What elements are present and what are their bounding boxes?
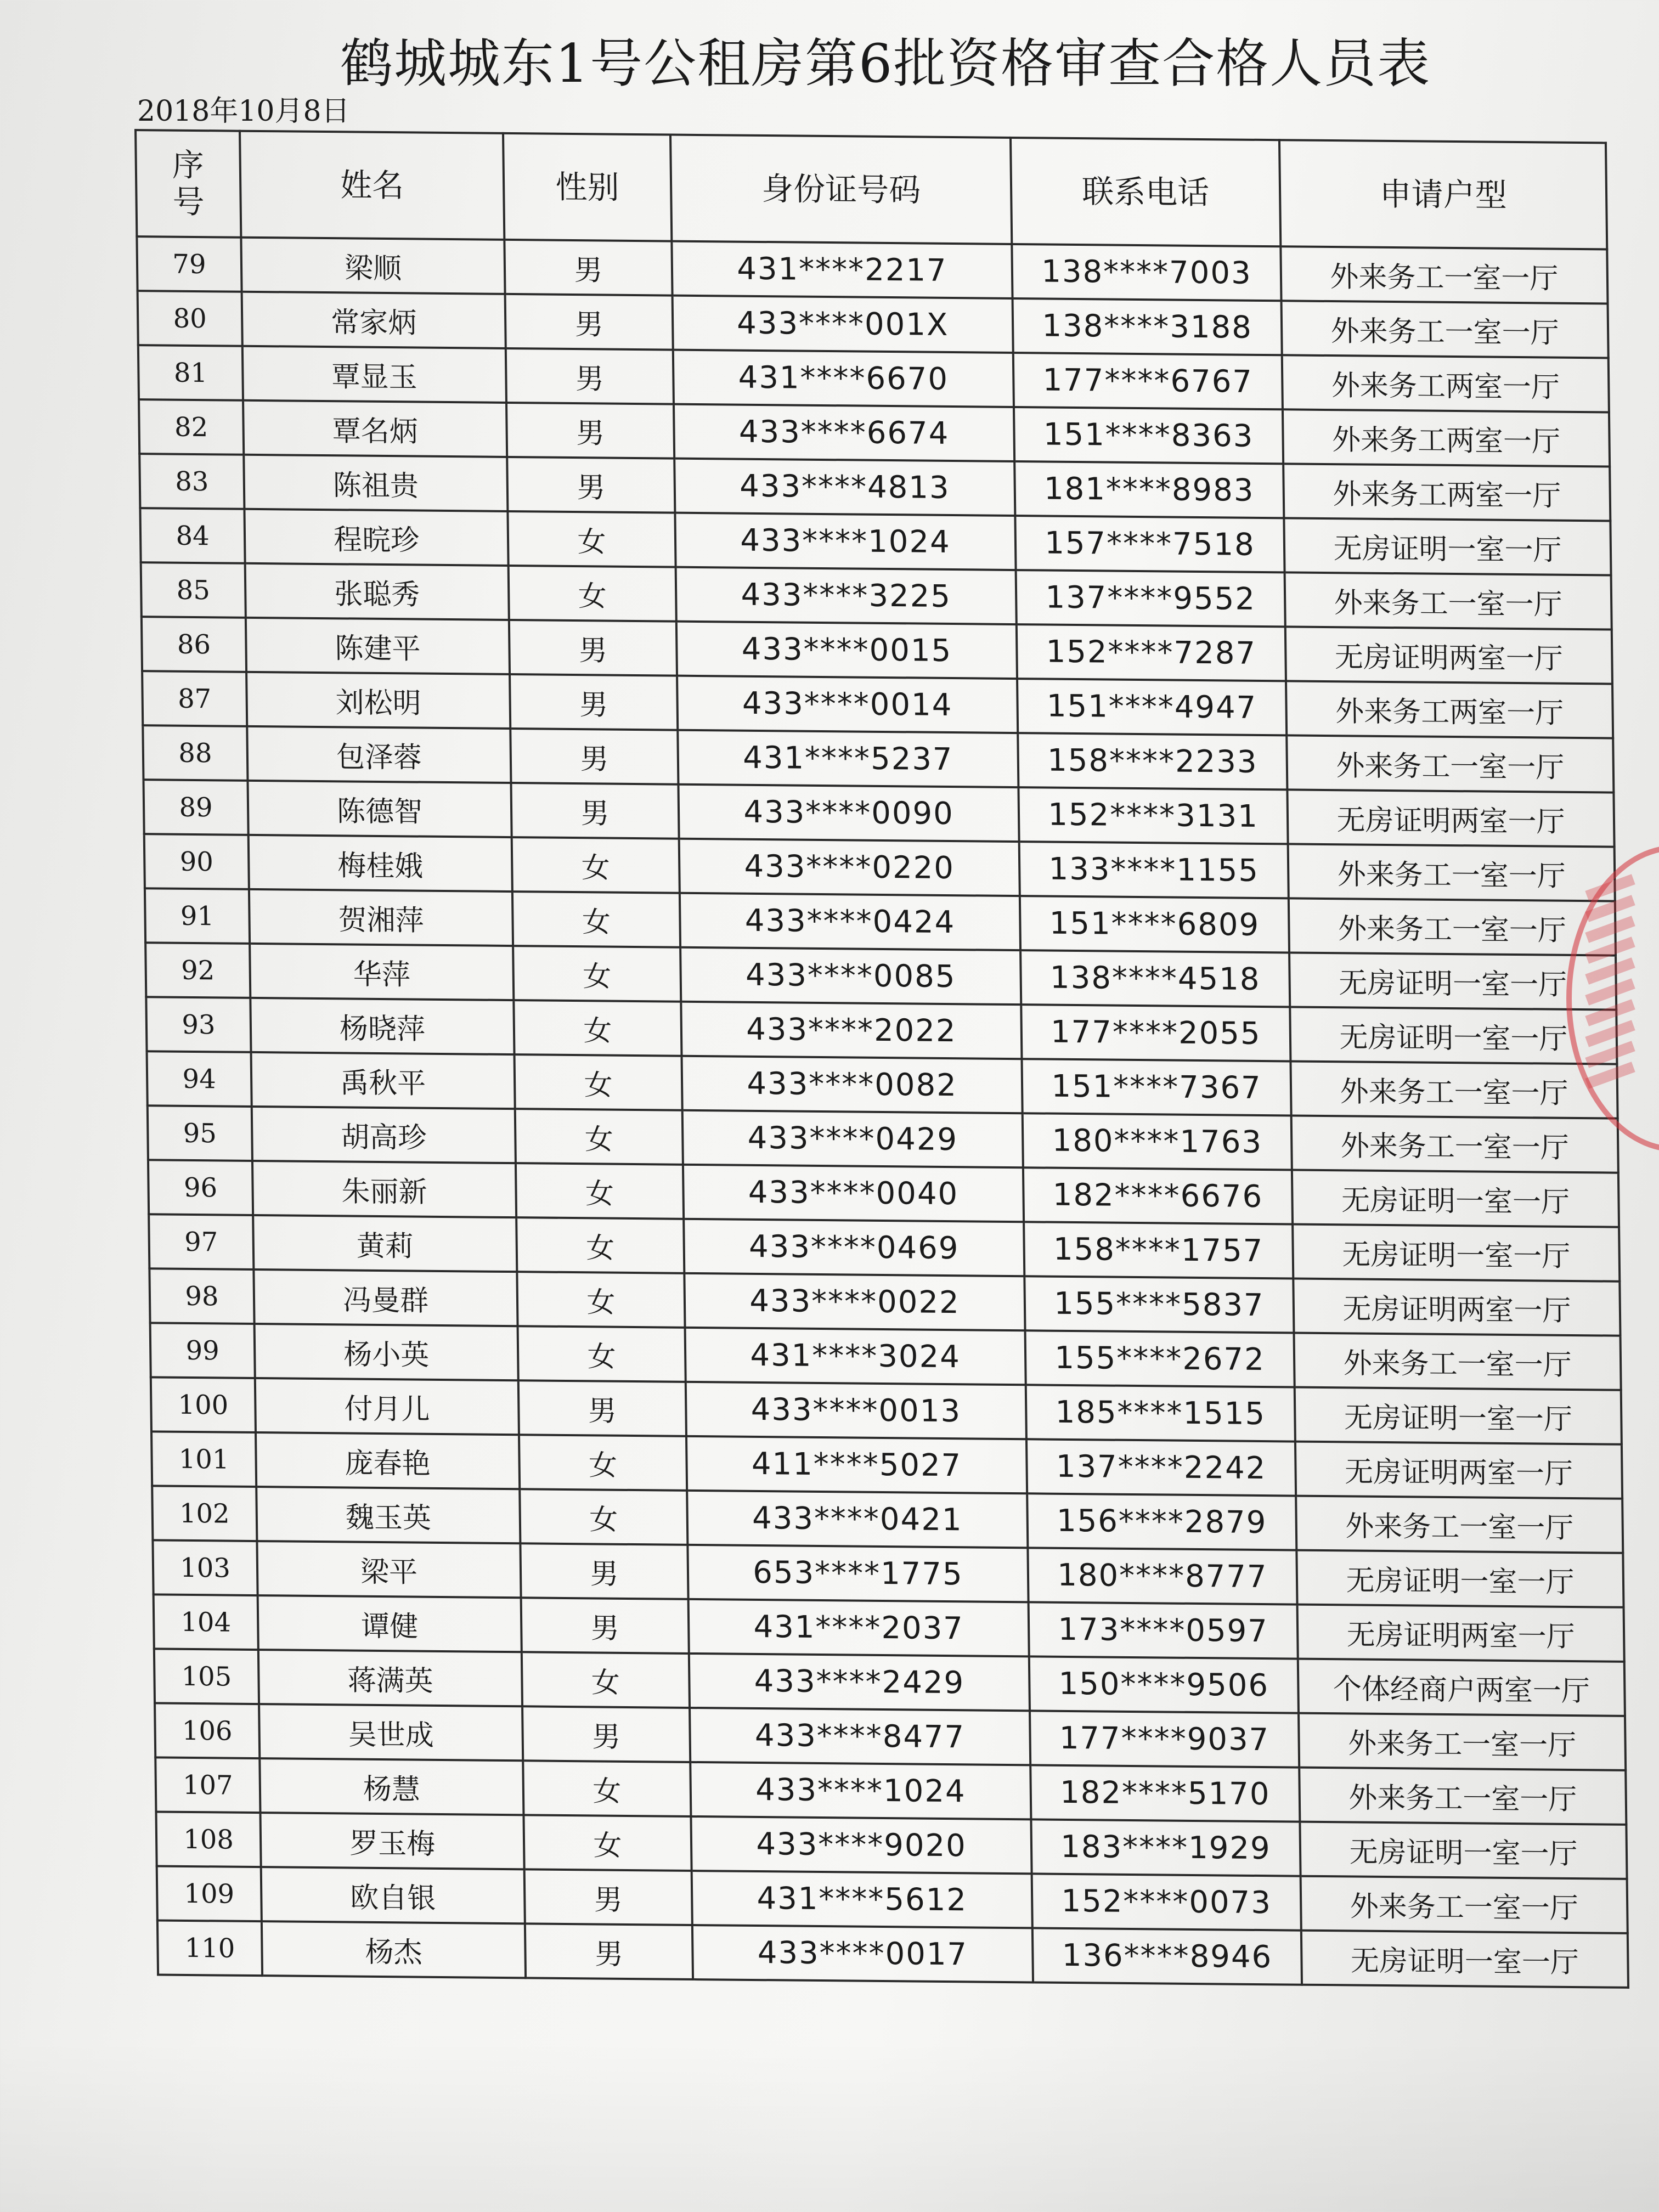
row-id-number: 433****0022 (684, 1273, 1025, 1330)
row-unit-type: 无房证明两室一厅 (1295, 1442, 1622, 1499)
row-phone: 173****0597 (1029, 1602, 1298, 1658)
row-name: 刘松明 (246, 672, 510, 729)
row-id-number: 433****0424 (680, 893, 1020, 950)
row-index: 89 (143, 780, 248, 835)
row-index: 102 (152, 1486, 257, 1541)
row-id-number: 433****8477 (690, 1708, 1030, 1765)
row-unit-type: 外来务工一室一厅 (1296, 1496, 1623, 1553)
row-id-number: 433****0015 (676, 622, 1017, 679)
row-index: 93 (146, 997, 251, 1052)
row-gender: 男 (510, 674, 678, 730)
row-id-number: 653****1775 (687, 1545, 1028, 1602)
row-id-number: 433****2429 (689, 1654, 1030, 1711)
row-unit-type: 无房证明一室一厅 (1301, 1931, 1628, 1988)
row-index: 92 (145, 943, 250, 998)
row-phone: 137****9552 (1016, 570, 1285, 627)
row-name: 朱丽新 (252, 1161, 516, 1217)
row-gender: 女 (507, 511, 675, 567)
row-unit-type: 外来务工一室一厅 (1301, 1876, 1628, 1933)
row-id-number: 431****5612 (692, 1871, 1032, 1928)
row-unit-type: 无房证明一室一厅 (1293, 1224, 1620, 1281)
row-unit-type: 外来务工一室一厅 (1285, 572, 1612, 629)
row-name: 华萍 (250, 944, 514, 1000)
header-name: 姓名 (240, 131, 504, 240)
row-phone: 150****9506 (1029, 1656, 1299, 1713)
row-unit-type: 外来务工一室一厅 (1294, 1333, 1621, 1390)
row-index: 80 (138, 291, 242, 346)
row-name: 付月儿 (255, 1378, 519, 1435)
row-gender: 女 (509, 566, 676, 622)
row-phone: 180****1763 (1023, 1113, 1292, 1170)
row-index: 87 (142, 671, 247, 726)
row-index: 90 (144, 834, 249, 889)
row-phone: 151****7367 (1022, 1059, 1291, 1115)
row-unit-type: 外来务工一室一厅 (1280, 246, 1607, 303)
row-id-number: 433****9020 (691, 1816, 1031, 1874)
row-unit-type: 无房证明一室一厅 (1284, 518, 1611, 575)
row-unit-type: 外来务工一室一厅 (1289, 898, 1616, 955)
row-id-number: 433****0469 (684, 1219, 1024, 1276)
roster-sheet (134, 129, 1627, 1989)
row-index: 95 (148, 1105, 252, 1161)
row-id-number: 431****3024 (685, 1328, 1026, 1385)
row-index: 99 (150, 1323, 255, 1378)
row-unit-type: 外来务工两室一厅 (1282, 355, 1609, 412)
header-index (136, 130, 241, 238)
row-unit-type: 无房证明一室一厅 (1289, 952, 1616, 1009)
row-name: 梁顺 (241, 238, 505, 294)
row-name: 覃显玉 (242, 346, 506, 403)
row-unit-type: 外来务工一室一厅 (1291, 1115, 1618, 1172)
row-id-number: 433****1024 (675, 513, 1015, 570)
row-phone: 151****4947 (1017, 679, 1286, 735)
row-name: 魏玉英 (256, 1487, 520, 1543)
row-unit-type: 外来务工一室一厅 (1290, 1061, 1617, 1118)
row-phone: 138****4518 (1020, 950, 1290, 1007)
document-title: 鹤城城东1号公租房第6批资格审查合格人员表 (340, 33, 1431, 94)
row-phone: 151****8363 (1014, 407, 1283, 464)
row-unit-type: 无房证明一室一厅 (1292, 1170, 1619, 1227)
row-unit-type: 外来务工两室一厅 (1283, 409, 1610, 466)
row-gender: 女 (523, 1760, 691, 1816)
row-index: 100 (151, 1377, 256, 1432)
row-gender: 女 (515, 1109, 683, 1165)
row-unit-type: 外来务工两室一厅 (1286, 681, 1613, 738)
row-phone: 152****0073 (1032, 1874, 1301, 1930)
row-phone: 136****8946 (1032, 1928, 1302, 1984)
row-name: 覃名炳 (243, 400, 507, 457)
row-gender: 男 (521, 1598, 689, 1654)
document-date: 2018年10月8日 (137, 95, 350, 128)
row-phone: 177****6767 (1013, 353, 1283, 409)
roster-table (134, 129, 1629, 1989)
row-gender: 女 (514, 1000, 681, 1056)
row-gender: 男 (518, 1380, 686, 1436)
row-name: 罗玉梅 (260, 1813, 524, 1869)
table-header-row (136, 130, 1607, 249)
row-unit-type: 无房证明一室一厅 (1295, 1387, 1622, 1444)
row-phone: 158****2233 (1018, 733, 1287, 789)
row-index: 108 (156, 1812, 261, 1867)
row-index: 84 (140, 508, 245, 563)
row-id-number: 433****001X (673, 296, 1013, 353)
row-phone: 177****2055 (1021, 1005, 1290, 1061)
row-gender: 女 (520, 1489, 687, 1545)
row-unit-type: 无房证明两室一厅 (1287, 789, 1614, 847)
row-index: 82 (139, 399, 244, 455)
row-phone: 177****9037 (1030, 1711, 1299, 1767)
row-unit-type: 无房证明两室一厅 (1297, 1605, 1624, 1662)
row-phone: 180****8777 (1028, 1548, 1297, 1604)
row-id-number: 431****5237 (678, 730, 1018, 787)
row-index: 81 (138, 345, 243, 400)
row-phone: 181****8983 (1014, 461, 1284, 518)
row-gender: 女 (512, 891, 680, 947)
row-gender: 女 (513, 946, 681, 1002)
row-index: 91 (145, 888, 250, 944)
row-name: 杨杰 (262, 1921, 526, 1978)
row-name: 黄莉 (253, 1215, 517, 1272)
row-gender: 女 (522, 1652, 690, 1708)
row-id-number: 433****1024 (690, 1762, 1031, 1819)
row-phone: 182****6676 (1023, 1167, 1293, 1224)
row-name: 梅桂娥 (249, 835, 512, 891)
row-id-number: 433****0220 (679, 839, 1020, 896)
row-name: 蒋满英 (258, 1650, 522, 1706)
row-gender: 女 (523, 1815, 691, 1871)
row-name: 吴世成 (259, 1704, 523, 1760)
row-index: 106 (155, 1703, 259, 1758)
row-phone: 157****7518 (1015, 516, 1284, 572)
row-name: 杨小英 (255, 1324, 518, 1380)
row-index: 107 (155, 1757, 260, 1813)
row-name: 欧自银 (261, 1867, 525, 1923)
row-gender: 女 (512, 837, 680, 893)
row-unit-type: 外来务工一室一厅 (1286, 735, 1613, 792)
row-phone: 183****1929 (1031, 1819, 1300, 1876)
row-index: 98 (149, 1268, 254, 1324)
row-id-number: 433****0013 (686, 1382, 1026, 1439)
row-index: 110 (157, 1920, 262, 1976)
row-id-number: 431****6670 (673, 350, 1014, 407)
row-phone: 156****2879 (1027, 1493, 1296, 1550)
row-gender: 男 (506, 403, 674, 459)
row-name: 包泽蓉 (247, 726, 511, 783)
row-phone: 138****3188 (1013, 298, 1282, 355)
row-gender: 男 (511, 783, 679, 839)
row-index: 83 (139, 454, 244, 509)
row-name: 杨慧 (259, 1758, 523, 1815)
row-id-number: 433****0429 (682, 1110, 1023, 1167)
row-name: 谭健 (258, 1595, 522, 1652)
header-unit-type: 申请户型 (1279, 140, 1607, 249)
row-phone: 155****2672 (1025, 1330, 1295, 1387)
row-name: 常家炳 (242, 292, 506, 348)
row-name: 陈祖贵 (244, 455, 507, 511)
row-gender: 男 (509, 620, 677, 676)
row-index: 85 (141, 562, 246, 618)
row-id-number: 433****0040 (683, 1165, 1024, 1222)
row-id-number: 411****5027 (686, 1436, 1027, 1493)
row-name: 禹秋平 (251, 1052, 515, 1109)
row-phone: 185****1515 (1026, 1385, 1295, 1441)
row-name: 贺湘萍 (249, 889, 513, 946)
row-unit-type: 外来务工两室一厅 (1283, 464, 1610, 521)
row-gender: 男 (520, 1543, 688, 1599)
paper-shadow (0, 2041, 1659, 2212)
row-unit-type: 外来务工一室一厅 (1288, 844, 1615, 901)
row-index: 103 (153, 1540, 257, 1595)
row-index: 79 (137, 236, 241, 292)
row-phone: 138****7003 (1012, 244, 1281, 301)
row-gender: 女 (516, 1163, 684, 1219)
row-index: 105 (154, 1649, 259, 1704)
row-gender: 女 (516, 1217, 684, 1273)
row-phone: 152****3131 (1018, 787, 1288, 844)
row-index: 109 (157, 1866, 262, 1921)
row-id-number: 433****0014 (677, 676, 1018, 733)
table-body (137, 236, 1628, 1988)
row-id-number: 431****2037 (689, 1599, 1029, 1656)
row-index: 101 (151, 1431, 256, 1487)
row-gender: 男 (510, 729, 678, 785)
row-id-number: 433****2022 (681, 1002, 1022, 1059)
row-gender: 男 (504, 240, 672, 296)
row-name: 张聪秀 (245, 563, 509, 620)
row-id-number: 433****3225 (676, 567, 1017, 624)
row-gender: 女 (519, 1435, 687, 1491)
header-gender: 性别 (503, 133, 672, 241)
row-gender: 女 (515, 1054, 682, 1110)
row-id-number: 433****0090 (678, 785, 1019, 842)
row-id-number: 433****0017 (692, 1925, 1033, 1982)
row-unit-type: 无房证明一室一厅 (1296, 1550, 1623, 1607)
row-name: 陈建平 (246, 618, 510, 674)
row-id-number: 433****4813 (674, 459, 1015, 516)
row-index: 88 (143, 725, 247, 781)
row-phone: 133****1155 (1019, 842, 1289, 898)
row-unit-type: 外来务工一室一厅 (1299, 1713, 1626, 1770)
row-index: 97 (149, 1214, 253, 1269)
row-name: 冯曼群 (253, 1269, 517, 1326)
row-name: 杨晓萍 (250, 998, 514, 1054)
row-gender: 女 (517, 1272, 685, 1328)
row-index: 86 (142, 617, 246, 672)
row-unit-type: 个体经商户两室一厅 (1298, 1659, 1625, 1716)
row-name: 程晥珍 (244, 509, 508, 566)
row-id-number: 433****0085 (680, 947, 1021, 1005)
row-phone: 158****1757 (1024, 1222, 1293, 1278)
row-phone: 137****2242 (1026, 1439, 1296, 1496)
row-index: 104 (154, 1594, 258, 1650)
row-unit-type: 外来务工一室一厅 (1299, 1768, 1626, 1825)
header-id-number: 身份证号码 (670, 135, 1012, 244)
row-name: 庞春艳 (256, 1432, 520, 1489)
row-id-number: 433****0421 (687, 1491, 1028, 1548)
row-phone: 155****5837 (1024, 1276, 1294, 1333)
row-phone: 182****5170 (1030, 1765, 1300, 1821)
row-name: 陈德智 (247, 781, 511, 837)
row-gender: 男 (524, 1869, 692, 1925)
row-index: 94 (147, 1051, 252, 1107)
row-gender: 男 (505, 294, 673, 350)
row-name: 梁平 (257, 1541, 521, 1598)
header-phone: 联系电话 (1011, 138, 1280, 246)
seal-lettering-mark (1580, 872, 1657, 1119)
row-unit-type: 无房证明一室一厅 (1300, 1822, 1627, 1879)
row-name: 胡高珍 (252, 1107, 516, 1163)
row-unit-type: 无房证明两室一厅 (1285, 627, 1612, 684)
header-index-label: 序号 (172, 146, 205, 221)
row-phone: 152****7287 (1017, 624, 1286, 681)
row-id-number: 433****0082 (682, 1056, 1023, 1113)
row-unit-type: 无房证明两室一厅 (1293, 1279, 1620, 1336)
row-gender: 男 (522, 1706, 690, 1762)
row-phone: 151****6809 (1020, 896, 1289, 952)
row-gender: 男 (525, 1923, 693, 1979)
row-gender: 女 (518, 1326, 686, 1382)
row-gender: 男 (506, 348, 674, 404)
row-unit-type: 无房证明一室一厅 (1290, 1007, 1617, 1064)
row-unit-type: 外来务工一室一厅 (1282, 301, 1609, 358)
row-id-number: 431****2217 (672, 241, 1012, 298)
row-index: 96 (148, 1160, 253, 1215)
row-id-number: 433****6674 (674, 404, 1014, 461)
row-gender: 男 (507, 457, 675, 513)
